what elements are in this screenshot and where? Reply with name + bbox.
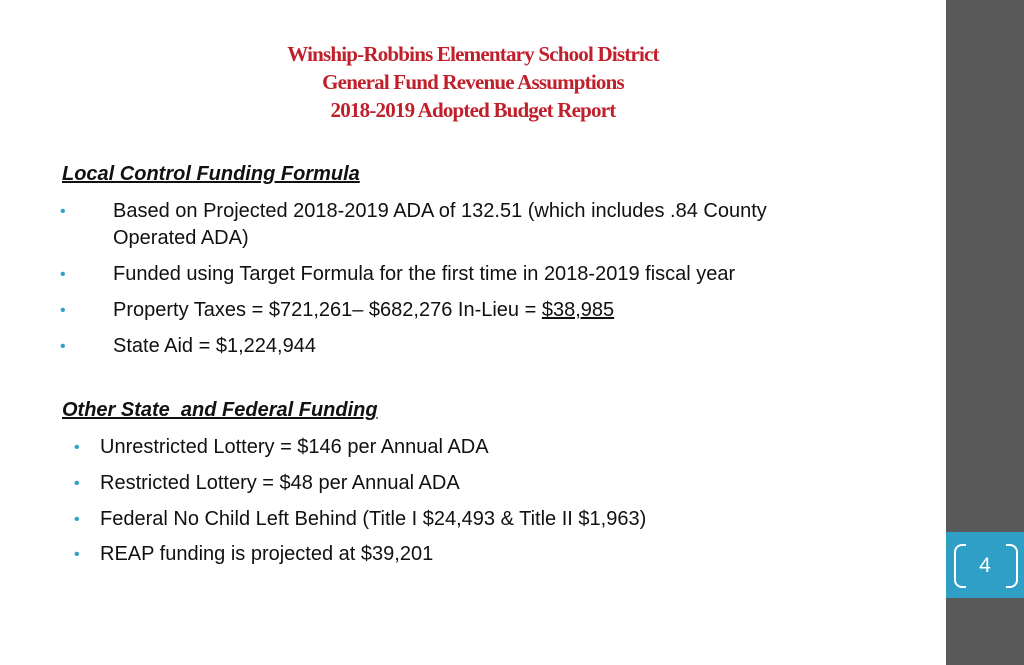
in-lieu-amount: $38,985	[541, 299, 615, 321]
other-item-3-text: Federal No Child Left Behind (Title I $24,493 & Title II $1,963)	[100, 508, 647, 530]
other-item-4-text: REAP funding is projected at $39,201	[100, 543, 434, 565]
bullet-icon: •	[74, 511, 80, 528]
lcff-item-1-line1: Based on Projected 2018-2019 ADA of 132.51 (which includes .84 County	[113, 200, 767, 222]
title-line-report: 2018-2019 Adopted Budget Report	[330, 98, 616, 122]
page-number-box	[946, 532, 1024, 598]
slide-title	[0, 40, 946, 124]
lcff-item-3-text	[113, 297, 614, 324]
other-item-2-text: Restricted Lottery = $48 per Annual ADA	[100, 472, 460, 494]
lcff-heading: Local Control Funding Formula	[62, 163, 360, 185]
other-item-1-text: Unrestricted Lottery = $146 per Annual ADA	[100, 436, 489, 458]
lcff-item-4-text: State Aid = $1,224,944	[113, 335, 316, 357]
bullet-icon: •	[60, 302, 66, 319]
other-funding-heading: Other State and Federal Funding	[62, 399, 378, 421]
lcff-item-2-text: Funded using Target Formula for the first time in 2018-2019 fiscal year	[113, 263, 736, 285]
bullet-icon: •	[60, 266, 66, 283]
property-taxes-text: Property Taxes = $721,261– $682,276 In-Lieu =	[113, 299, 542, 321]
title-line-subject: General Fund Revenue Assumptions	[322, 70, 624, 94]
lcff-item-1-line2: Operated ADA)	[113, 227, 249, 249]
title-line-district: Winship-Robbins Elementary School District	[287, 42, 659, 66]
page-number: 4	[979, 554, 991, 577]
bullet-icon: •	[74, 475, 80, 492]
bullet-icon: •	[60, 338, 66, 355]
bullet-icon: •	[74, 439, 80, 456]
bullet-icon: •	[74, 546, 80, 563]
bullet-icon: •	[60, 203, 66, 220]
